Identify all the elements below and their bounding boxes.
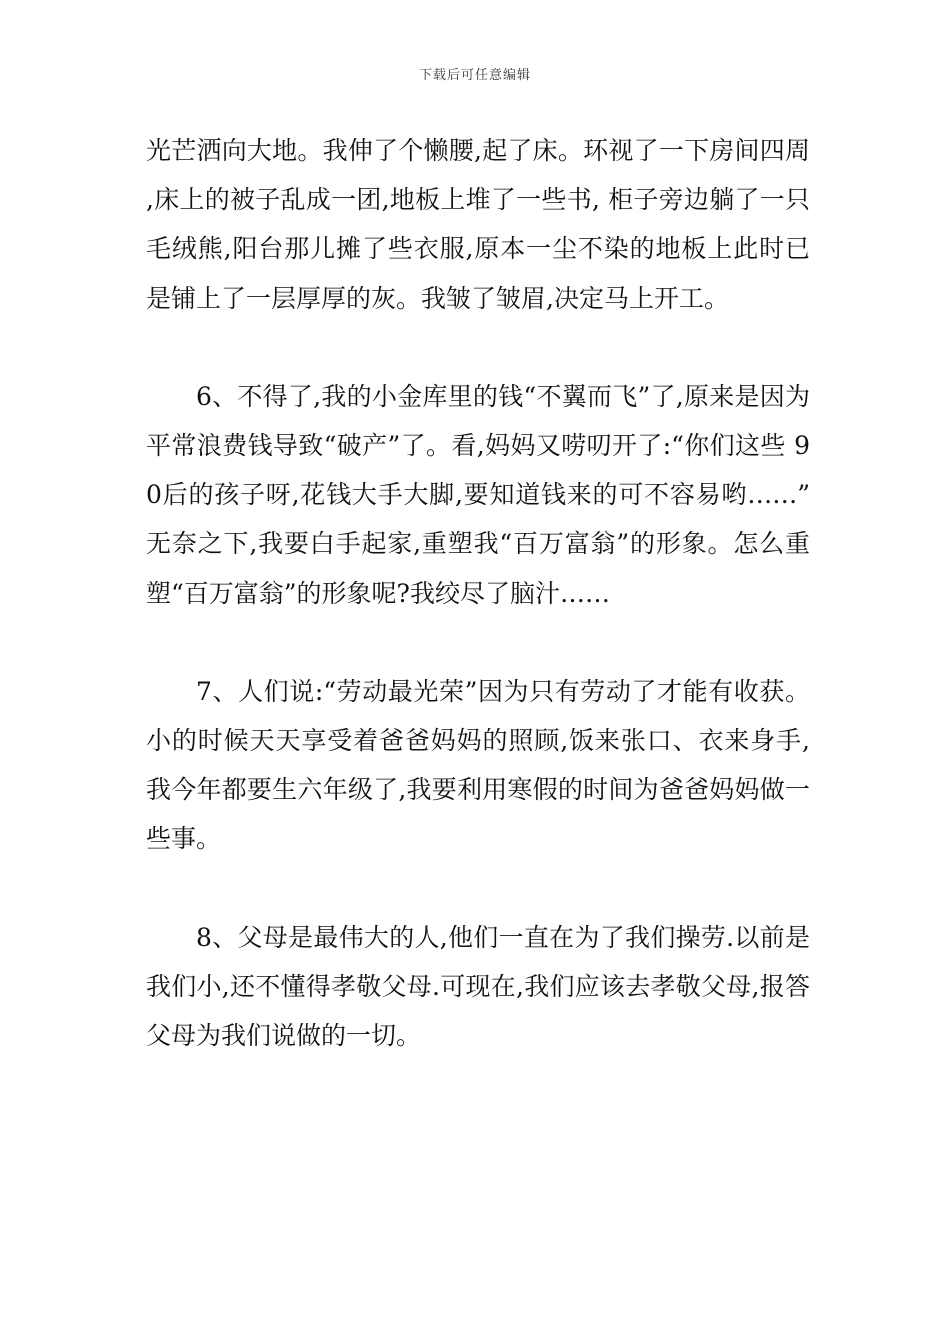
paragraph-6: 6、不得了,我的小金库里的钱“不翼而飞”了,原来是因为平常浪费钱导致“破产”了。看,妈妈又唠叨开了:“你们这些 90后的孩子呀,花钱大手大脚,要知道钱来的可不容易哟……”无奈之下,我要白手起家,重塑我“百万富翁”的形象。怎么重塑“百万富翁”的形象呢?我绞尽了脑汁……: [146, 381, 810, 608]
paragraph-7: 7、人们说:“劳动最光荣”因为只有劳动了才能有收获。小的时候天天享受着爸爸妈妈的照顾,饭来张口、衣来身手,我今年都要生六年级了,我要利用寒假的时间为爸爸妈妈做一些事。: [146, 676, 810, 854]
page-header-note: 下载后可任意编辑: [418, 68, 531, 83]
document-body: [146, 126, 810, 1109]
paragraph-continued: 光芒洒向大地。我伸了个懒腰,起了床。环视了一下房间四周,床上的被子乱成一团,地板上堆了一些书, 柜子旁边躺了一只毛绒熊,阳台那儿摊了些衣服,原本一尘不染的地板上此时已是铺上了一层厚厚的灰。我皱了皱眉,决定马上开工。: [146, 136, 810, 313]
paragraph-8: 8、父母是最伟大的人,他们一直在为了我们操劳.以前是我们小,还不懂得孝敬父母.可现在,我们应该去孝敬父母,报答父母为我们说做的一切。: [146, 922, 810, 1051]
